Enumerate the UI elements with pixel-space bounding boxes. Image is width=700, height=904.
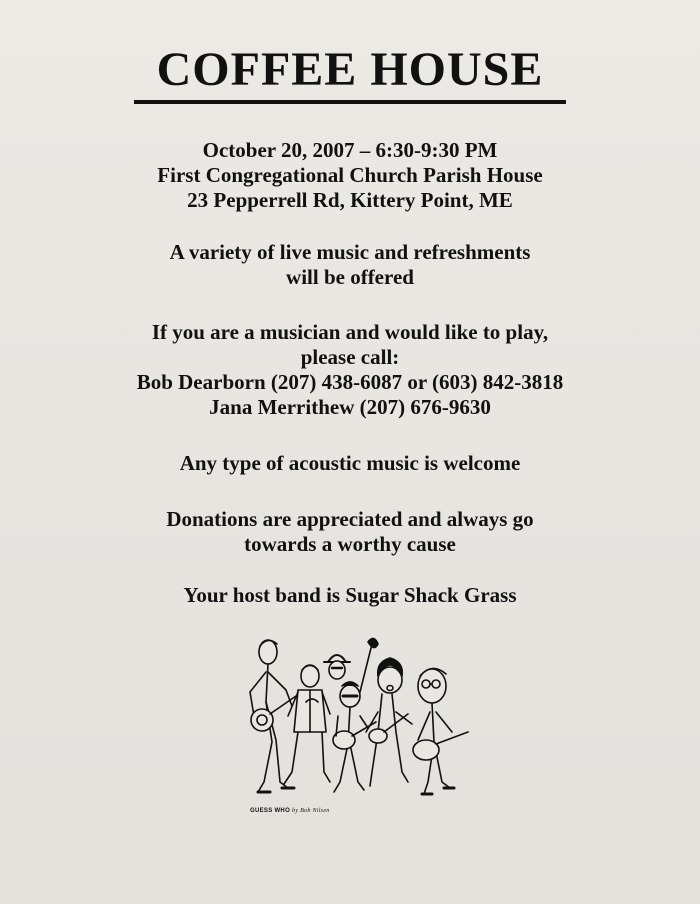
figure-banjo-player [250,640,296,792]
donations-line-1: Donations are appreciated and always go [166,507,534,531]
donations-line-2: towards a worthy cause [244,532,456,556]
event-details [0,138,700,213]
title-underline [134,100,566,104]
musician-line-1: If you are a musician and would like to play, [151,320,549,344]
cartoon-caption [250,808,330,814]
contact-jana-merrithew: Jana Merrithew (207) 676-9630 [209,395,491,419]
offer-line-1: A variety of live music and refreshments [169,240,531,264]
figure-mandolin-player [366,658,412,786]
event-venue: First Congregational Church Parish House [157,163,543,187]
caption-title: GUESS WHO [250,808,291,814]
musician-contacts [0,320,700,420]
offer-line-2: will be offered [286,265,414,289]
band-caricature-illustration [232,632,477,807]
event-date-time: October 20, 2007 – 6:30-9:30 PM [202,138,498,162]
musician-line-2: please call: [300,345,400,369]
acoustic-welcome [0,451,700,476]
acoustic-line: Any type of acoustic music is welcome [179,451,521,475]
caption-author: by Bob Nilsen [292,808,330,814]
donations-text [0,507,700,557]
flyer-title: COFFEE HOUSE [156,43,544,96]
host-band [0,583,700,608]
contact-bob-dearborn: Bob Dearborn (207) 438-6087 or (603) 842-3818 [136,370,564,394]
figure-vest-man [284,665,330,784]
offer-text [0,240,700,290]
event-address: 23 Pepperrell Rd, Kittery Point, ME [187,188,513,212]
figure-glasses-guitarist [413,668,468,794]
host-band-line: Your host band is Sugar Shack Grass [183,583,517,607]
